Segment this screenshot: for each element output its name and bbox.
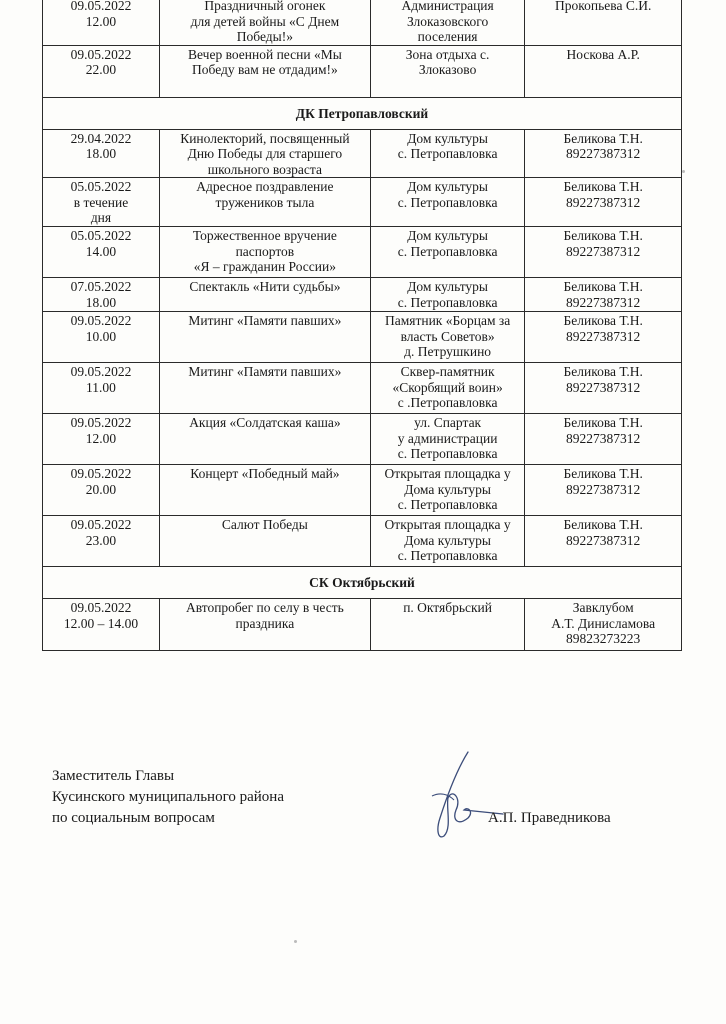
responsible-cell: Беликова Т.Н. 89227387312 (525, 516, 682, 567)
section-header-row (43, 567, 682, 599)
event-cell: Праздничный огонек для детей войны «С Днем Победы!» (159, 0, 370, 45)
table-row (43, 45, 682, 97)
place-cell: Дом культуры с. Петропавловка (370, 278, 525, 312)
date-cell: 29.04.2022 18.00 (43, 129, 160, 178)
scan-speck (294, 940, 297, 943)
handwritten-signature (418, 748, 508, 848)
table-row (43, 465, 682, 516)
place-cell: Дом культуры с. Петропавловка (370, 178, 525, 227)
position-line-1: Заместитель Главы (52, 768, 175, 784)
event-cell: Салют Победы (159, 516, 370, 567)
event-cell: Кинолекторий, посвященный Дню Победы для старшего школьного возраста (159, 129, 370, 178)
place-cell: ул. Спартак у администрации с. Петропавловка (370, 414, 525, 465)
place-cell: Администрация Злоказовского поселения (370, 0, 525, 45)
date-cell: 09.05.2022 11.00 (43, 363, 160, 414)
date-cell: 05.05.2022 14.00 (43, 227, 160, 278)
date-cell: 09.05.2022 12.00 – 14.00 (43, 599, 160, 651)
responsible-cell: Беликова Т.Н. 89227387312 (525, 363, 682, 414)
responsible-cell: Завклубом А.Т. Динисламова 89823273223 (525, 599, 682, 651)
table-row (43, 599, 682, 651)
place-cell: Памятник «Борцам за власть Советов» д. Петрушкино (370, 312, 525, 363)
position-line-2: Кусинского муниципального района (52, 789, 284, 805)
event-cell: Адресное поздравление тружеников тыла (159, 178, 370, 227)
date-cell: 07.05.2022 18.00 (43, 278, 160, 312)
table-row (43, 227, 682, 278)
place-cell: п. Октябрьский (370, 599, 525, 651)
place-cell: Зона отдыха с. Злоказово (370, 45, 525, 97)
date-cell: 09.05.2022 10.00 (43, 312, 160, 363)
events-table (42, 0, 682, 651)
signer-name: А.П. Праведникова (488, 810, 611, 826)
place-cell: Дом культуры с. Петропавловка (370, 227, 525, 278)
event-cell: Спектакль «Нити судьбы» (159, 278, 370, 312)
place-cell: Открытая площадка у Дома культуры с. Петропавловка (370, 516, 525, 567)
responsible-cell: Носкова А.Р. (525, 45, 682, 97)
position-line-3: по социальным вопросам (52, 810, 215, 826)
signature-title-block (52, 766, 284, 829)
date-cell: 09.05.2022 22.00 (43, 45, 160, 97)
table-row (43, 0, 682, 45)
event-cell: Акция «Солдатская каша» (159, 414, 370, 465)
section-header-row (43, 97, 682, 129)
scan-speck (682, 170, 685, 173)
responsible-cell: Беликова Т.Н. 89227387312 (525, 465, 682, 516)
date-cell: 09.05.2022 20.00 (43, 465, 160, 516)
place-cell: Дом культуры с. Петропавловка (370, 129, 525, 178)
table-row (43, 363, 682, 414)
table-row (43, 178, 682, 227)
section-title-oktyabrsky: СК Октябрьский (43, 567, 682, 599)
responsible-cell: Прокопьева С.И. (525, 0, 682, 45)
table-row (43, 278, 682, 312)
responsible-cell: Беликова Т.Н. 89227387312 (525, 278, 682, 312)
table-row (43, 516, 682, 567)
table-row (43, 129, 682, 178)
table-row (43, 414, 682, 465)
date-cell: 09.05.2022 23.00 (43, 516, 160, 567)
responsible-cell: Беликова Т.Н. 89227387312 (525, 227, 682, 278)
event-cell: Торжественное вручение паспортов «Я – гражданин России» (159, 227, 370, 278)
event-cell: Автопробег по селу в честь праздника (159, 599, 370, 651)
section-title-petropavlovsky: ДК Петропавловский (43, 97, 682, 129)
responsible-cell: Беликова Т.Н. 89227387312 (525, 312, 682, 363)
date-cell: 09.05.2022 12.00 (43, 414, 160, 465)
place-cell: Сквер-памятник «Скорбящий воин» с .Петропавловка (370, 363, 525, 414)
responsible-cell: Беликова Т.Н. 89227387312 (525, 414, 682, 465)
place-cell: Открытая площадка у Дома культуры с. Петропавловка (370, 465, 525, 516)
event-cell: Митинг «Памяти павших» (159, 312, 370, 363)
event-cell: Митинг «Памяти павших» (159, 363, 370, 414)
date-cell: 09.05.2022 12.00 (43, 0, 160, 45)
table-row (43, 312, 682, 363)
event-cell: Вечер военной песни «Мы Победу вам не отдадим!» (159, 45, 370, 97)
responsible-cell: Беликова Т.Н. 89227387312 (525, 178, 682, 227)
date-cell: 05.05.2022 в течение дня (43, 178, 160, 227)
event-cell: Концерт «Победный май» (159, 465, 370, 516)
responsible-cell: Беликова Т.Н. 89227387312 (525, 129, 682, 178)
